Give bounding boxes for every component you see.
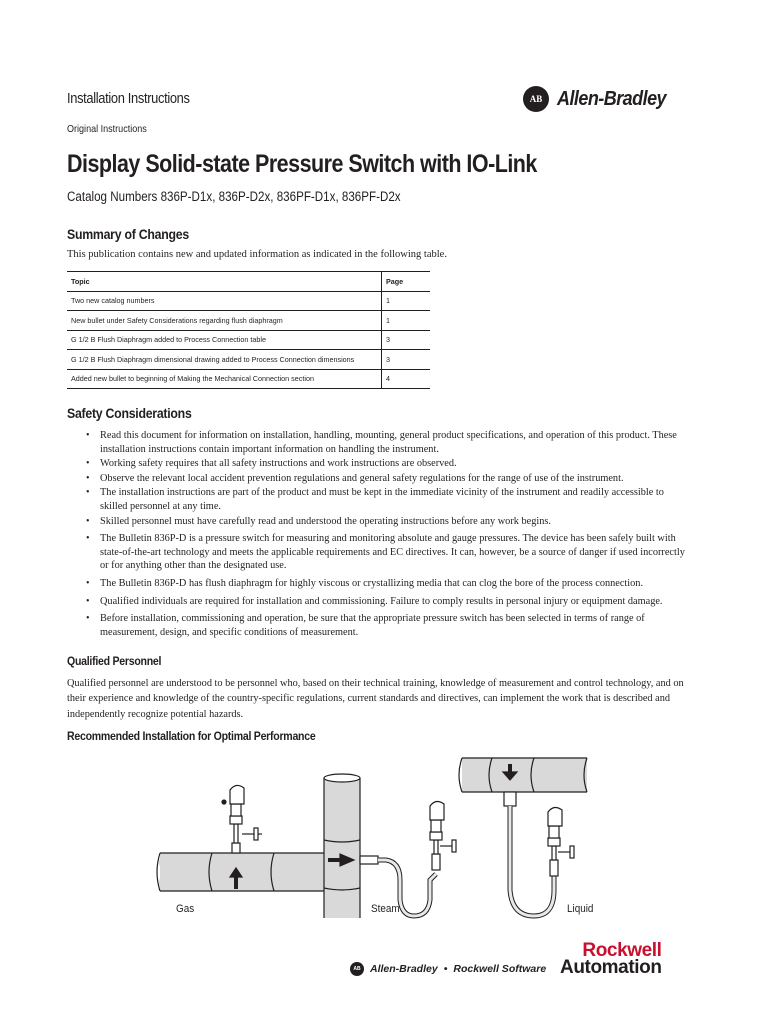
liquid-installation-drawing: [459, 758, 587, 916]
installation-diagram: [150, 750, 610, 925]
cell-page: 1: [382, 291, 431, 311]
cell-topic: Added new bullet to beginning of Making the Mechanical Connection section: [67, 369, 382, 389]
document-type: Installation Instructions: [67, 90, 190, 107]
list-item: • Read this document for information on installation, handling, mounting, general product specifications, and operation of this product. These installation instructions contain important information on handling the instrument.: [86, 429, 691, 456]
page-title: Display Solid-state Pressure Switch with IO-Link: [67, 150, 537, 178]
ab-small-logo-icon: AB: [350, 962, 364, 976]
table-row: [67, 369, 430, 389]
list-item: • Before installation, commissioning and operation, be sure that the appropriate pressure switch has been selected in terms of range of measurement, design, and specific conditions of measurement.: [86, 612, 691, 639]
safety-list: [86, 429, 691, 640]
summary-heading: Summary of Changes: [67, 226, 189, 242]
column-header-page: Page: [382, 272, 431, 292]
list-item: • The installation instructions are part of the product and must be kept in the immediate vicinity of the instrument and readily accessible to skilled personnel at any time.: [86, 486, 691, 513]
cell-topic: New bullet under Safety Considerations regarding flush diaphragm: [67, 311, 382, 331]
table-row: [67, 311, 430, 331]
safety-heading: Safety Considerations: [67, 405, 192, 421]
table-row: [67, 350, 430, 370]
recommended-installation-heading: Recommended Installation for Optimal Performance: [67, 729, 316, 743]
cell-page: 1: [382, 311, 431, 331]
list-item: • Working safety requires that all safety instructions and work instructions are observed.: [86, 457, 691, 471]
rockwell-automation-logo: [560, 942, 662, 976]
cell-page: 3: [382, 330, 431, 350]
label-liquid: Liquid: [567, 903, 594, 915]
list-item: • Skilled personnel must have carefully read and understood the operating instructions before any work begins.: [86, 515, 691, 529]
footer-separator: •: [443, 963, 448, 975]
cell-topic: G 1/2 B Flush Diaphragm dimensional drawing added to Process Connection dimensions: [67, 350, 382, 370]
cell-topic: G 1/2 B Flush Diaphragm added to Process Connection table: [67, 330, 382, 350]
list-item: • The Bulletin 836P-D has flush diaphragm for highly viscous or crystallizing media that can clog the bore of the process connection.: [86, 577, 691, 591]
footer-brand-rs: Rockwell Software: [453, 963, 547, 975]
table-header-row: [67, 272, 430, 292]
changes-table: [67, 271, 430, 389]
steam-installation-drawing: [324, 774, 456, 918]
cell-page: 4: [382, 369, 431, 389]
column-header-topic: Topic: [67, 272, 382, 292]
list-item: • Observe the relevant local accident prevention regulations and general safety regulations for the range of use of the instrument.: [86, 472, 691, 486]
list-item: • Qualified individuals are required for installation and commissioning. Failure to comply results in personal injury or equipment damage.: [86, 595, 691, 609]
qualified-personnel-heading: Qualified Personnel: [67, 654, 162, 668]
original-instructions-label: Original Instructions: [67, 123, 147, 135]
table-row: [67, 291, 430, 311]
qualified-personnel-text: Qualified personnel are understood to be personnel who, based on their technical training, knowledge of measurement and control technology, and on their experience and knowledge of the country-specific regulations, current standards and directives, can implement the work that is described and independently recognize potential hazards.: [67, 678, 684, 720]
cell-page: 3: [382, 350, 431, 370]
table-row: [67, 330, 430, 350]
brand-name: Allen-Bradley: [557, 87, 667, 110]
ra-logo-line1: Rockwell: [582, 940, 662, 961]
footer-brand-ab: Allen-Bradley: [370, 963, 438, 975]
ab-logo-icon: AB: [523, 86, 549, 112]
label-steam: Steam: [371, 903, 400, 915]
allen-bradley-logo: [523, 86, 678, 112]
cell-topic: Two new catalog numbers: [67, 291, 382, 311]
footer-brands: [350, 962, 546, 976]
ra-logo-line2: Automation: [560, 957, 662, 978]
catalog-numbers: Catalog Numbers 836P-D1x, 836P-D2x, 836PF-D1x, 836PF-D2x: [67, 189, 401, 204]
list-item: • The Bulletin 836P-D is a pressure switch for measuring and monitoring absolute and gauge pressures. The device has been safely built with state-of-the-art technology and meets the applicable requirements and EC directives. It can, however, be a source of danger if used incorrectly or for anything other than the designated use.: [86, 532, 691, 573]
summary-intro: This publication contains new and updated information as indicated in the following table.: [67, 249, 447, 260]
label-gas: Gas: [176, 903, 195, 915]
